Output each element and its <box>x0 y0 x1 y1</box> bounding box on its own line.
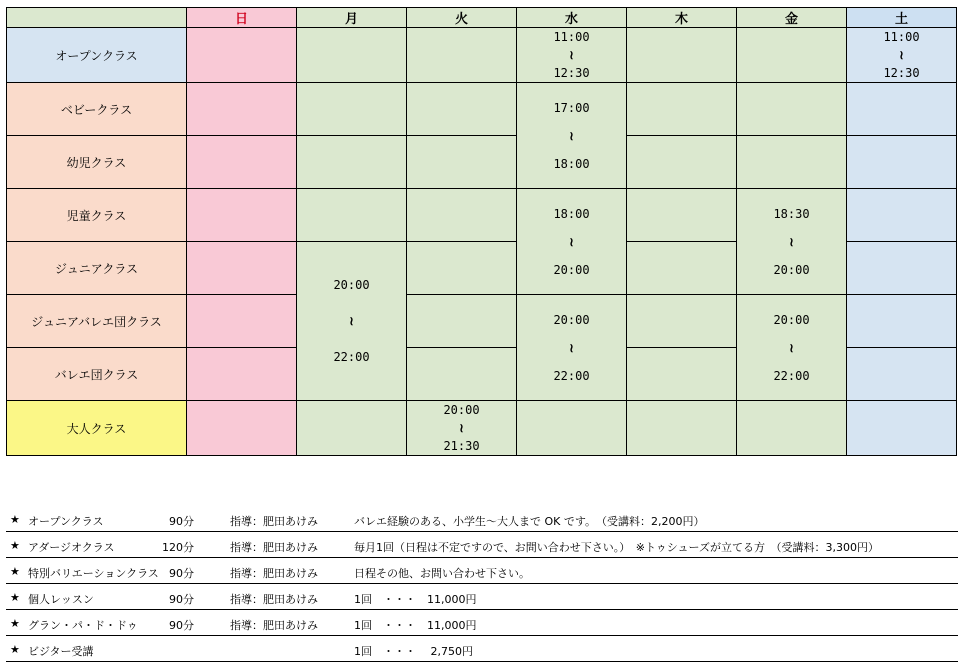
time-start: 17:00 <box>553 100 590 115</box>
row-infant <box>7 136 957 189</box>
cell-empty <box>627 401 737 456</box>
class-duration: 90分 <box>169 619 194 632</box>
cell-empty <box>407 295 517 348</box>
cell-empty <box>297 28 407 83</box>
tilde-icon: ≀ <box>569 48 574 62</box>
row-label-child: 児童クラス <box>7 189 187 242</box>
day-friday: 金 <box>737 8 847 28</box>
class-name: アダージオクラス <box>28 541 115 554</box>
header-corner <box>7 8 187 28</box>
star-icon: ★ <box>10 565 20 578</box>
cell-empty <box>187 401 297 456</box>
class-description: 1回 ・・・ 11,000円 <box>354 619 477 632</box>
cell-empty <box>187 348 297 401</box>
time-end: 22:00 <box>333 350 370 364</box>
tilde-icon: ≀ <box>569 234 574 249</box>
class-teacher: 指導：肥田あけみ <box>230 541 318 554</box>
class-duration: 90分 <box>169 515 194 528</box>
class-description: バレエ経験のある、小学生〜大人まで OK です。 （受講料：2,200円） <box>354 515 705 528</box>
cell-empty <box>407 189 517 242</box>
cell-empty <box>627 189 737 242</box>
class-name: 特別バリエーションクラス <box>28 567 159 580</box>
row-label-baby: ベビークラス <box>7 83 187 136</box>
class-description: 日程その他、お問い合わせ下さい。 <box>354 567 530 580</box>
star-icon: ★ <box>10 643 20 656</box>
tilde-icon: ≀ <box>789 234 794 249</box>
class-list-item <box>6 636 958 662</box>
class-name: グラン・パ・ド・ドゥ <box>28 619 138 632</box>
time-cell-open-wed <box>517 28 627 83</box>
time-start: 20:00 <box>773 312 810 327</box>
cell-empty <box>407 348 517 401</box>
tilde-icon: ≀ <box>459 421 464 435</box>
time-start: 11:00 <box>883 30 920 44</box>
class-list-item <box>6 506 958 532</box>
day-saturday: 土 <box>847 8 957 28</box>
star-icon: ★ <box>10 539 20 552</box>
class-teacher: 指導：肥田あけみ <box>230 593 318 606</box>
time-start: 18:00 <box>553 206 590 221</box>
class-teacher: 指導：肥田あけみ <box>230 567 318 580</box>
star-icon: ★ <box>10 591 20 604</box>
cell-empty <box>187 136 297 189</box>
time-cell-adult-tue <box>407 401 517 456</box>
row-child <box>7 189 957 242</box>
day-monday: 月 <box>297 8 407 28</box>
row-baby <box>7 83 957 136</box>
cell-empty <box>187 242 297 295</box>
class-description: 1回 ・・・ 2,750円 <box>354 645 473 658</box>
tilde-icon: ≀ <box>569 128 574 143</box>
cell-empty <box>847 83 957 136</box>
row-label-infant: 幼児クラス <box>7 136 187 189</box>
row-label-junior-ballet: ジュニアバレエ団クラス <box>7 295 187 348</box>
cell-empty <box>847 401 957 456</box>
cell-empty <box>737 83 847 136</box>
tilde-icon: ≀ <box>569 340 574 355</box>
cell-empty <box>407 242 517 295</box>
cell-empty <box>737 28 847 83</box>
time-cell-junior-mon <box>297 242 407 401</box>
cell-empty <box>407 83 517 136</box>
cell-empty <box>517 401 627 456</box>
time-start: 20:00 <box>553 312 590 327</box>
class-duration: 120分 <box>162 541 194 554</box>
cell-empty <box>187 28 297 83</box>
cell-empty <box>627 136 737 189</box>
cell-empty <box>407 136 517 189</box>
time-end: 21:30 <box>443 439 480 453</box>
class-teacher: 指導：肥田あけみ <box>230 619 318 632</box>
cell-empty <box>297 189 407 242</box>
time-end: 12:30 <box>883 66 920 80</box>
time-end: 22:00 <box>553 368 590 383</box>
row-label-open: オープンクラス <box>7 28 187 83</box>
time-start: 11:00 <box>553 30 590 44</box>
cell-empty <box>847 295 957 348</box>
time-start: 18:30 <box>773 206 810 221</box>
time-end: 18:00 <box>553 156 590 171</box>
class-list <box>6 506 958 662</box>
row-open <box>7 28 957 83</box>
tilde-icon: ≀ <box>789 340 794 355</box>
time-cell-jb-fri <box>737 295 847 401</box>
day-thursday: 木 <box>627 8 737 28</box>
star-icon: ★ <box>10 617 20 630</box>
class-list-item <box>6 610 958 636</box>
class-list-item <box>6 532 958 558</box>
schedule-table <box>6 7 957 456</box>
tilde-icon: ≀ <box>349 314 354 328</box>
cell-empty <box>627 242 737 295</box>
cell-empty <box>847 242 957 295</box>
row-junior-ballet <box>7 295 957 348</box>
time-start: 20:00 <box>333 278 370 292</box>
time-cell-child-wed <box>517 189 627 295</box>
cell-empty <box>627 295 737 348</box>
cell-empty <box>297 136 407 189</box>
cell-empty <box>627 83 737 136</box>
cell-empty <box>847 189 957 242</box>
cell-empty <box>407 28 517 83</box>
class-list-item <box>6 558 958 584</box>
cell-empty <box>847 348 957 401</box>
cell-empty <box>627 28 737 83</box>
class-name: 個人レッスン <box>28 593 94 606</box>
tilde-icon: ≀ <box>899 48 904 62</box>
class-description: 毎月1回（日程は不定ですので、お問い合わせ下さい。） ※トゥシューズが立てる方 （受講料：3,300円） <box>354 541 879 554</box>
class-duration: 90分 <box>169 567 194 580</box>
star-icon: ★ <box>10 513 20 526</box>
cell-empty <box>297 401 407 456</box>
cell-empty <box>847 136 957 189</box>
time-cell-open-sat <box>847 28 957 83</box>
day-sunday: 日 <box>187 8 297 28</box>
cell-empty <box>737 401 847 456</box>
row-label-adult: 大人クラス <box>7 401 187 456</box>
time-end: 20:00 <box>773 262 810 277</box>
cell-empty <box>187 83 297 136</box>
cell-empty <box>187 189 297 242</box>
time-cell-baby-wed <box>517 83 627 189</box>
row-adult <box>7 401 957 456</box>
day-wednesday: 水 <box>517 8 627 28</box>
class-list-item <box>6 584 958 610</box>
time-end: 22:00 <box>773 368 810 383</box>
class-teacher: 指導：肥田あけみ <box>230 515 318 528</box>
day-tuesday: 火 <box>407 8 517 28</box>
cell-empty <box>627 348 737 401</box>
cell-empty <box>297 83 407 136</box>
header-row <box>7 8 957 28</box>
cell-empty <box>737 136 847 189</box>
class-duration: 90分 <box>169 593 194 606</box>
class-description: 1回 ・・・ 11,000円 <box>354 593 477 606</box>
class-name: ビジター受講 <box>28 645 94 658</box>
cell-empty <box>187 295 297 348</box>
time-start: 20:00 <box>443 403 480 417</box>
time-cell-jb-wed <box>517 295 627 401</box>
row-label-junior: ジュニアクラス <box>7 242 187 295</box>
row-label-ballet: バレエ団クラス <box>7 348 187 401</box>
time-cell-child-fri <box>737 189 847 295</box>
class-name: オープンクラス <box>28 515 104 528</box>
time-end: 20:00 <box>553 262 590 277</box>
time-end: 12:30 <box>553 66 590 80</box>
